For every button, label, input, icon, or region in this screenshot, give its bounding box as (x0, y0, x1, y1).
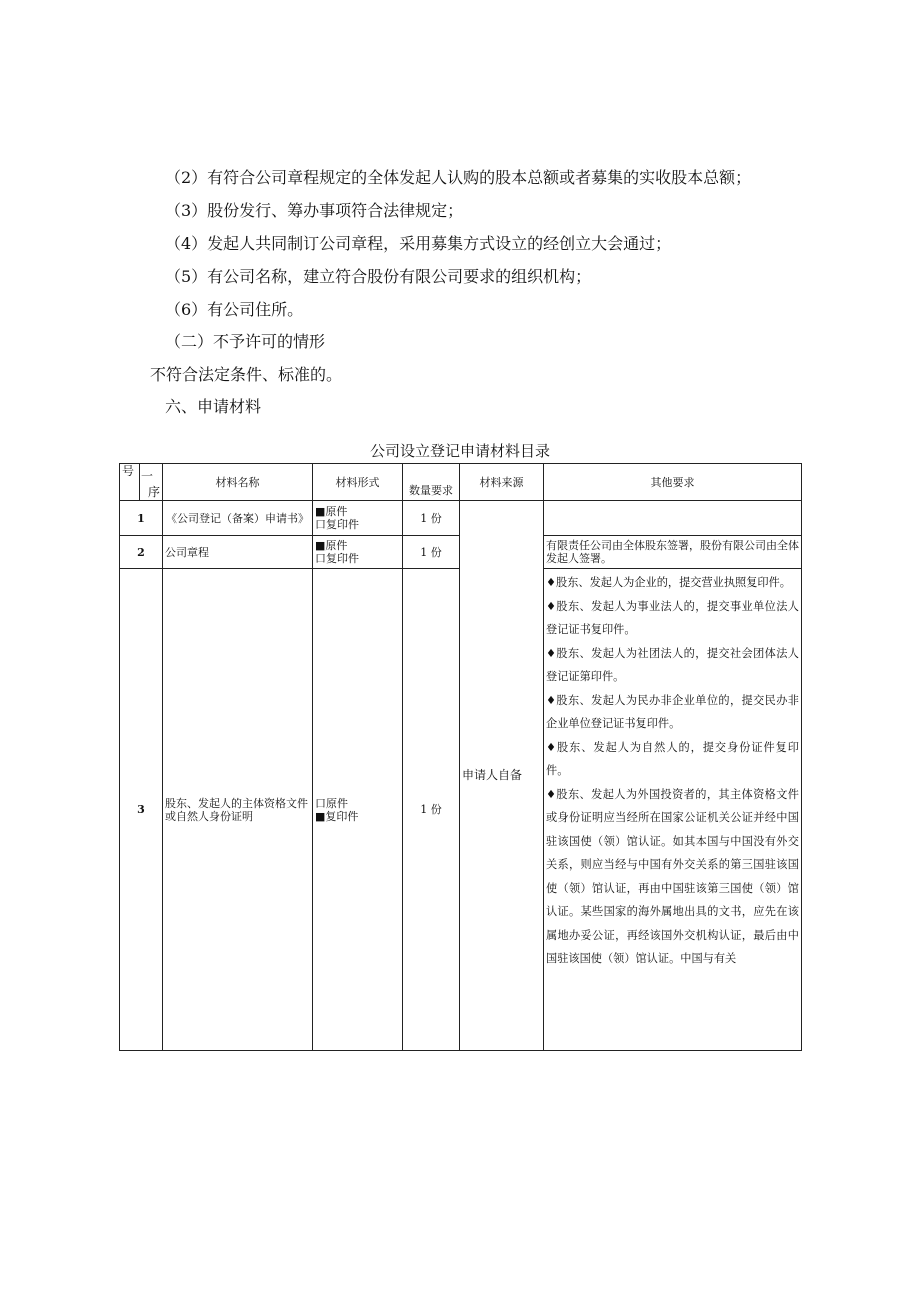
form-original: ■原件 (315, 539, 348, 552)
other-requirements (544, 501, 802, 536)
header-other-requirements: 其他要求 (544, 464, 802, 501)
material-source: 申请人自备 (460, 501, 544, 1051)
other-requirements: 有限责任公司由全体股东签署，股份有限公司由全体发起人签署。 (544, 536, 802, 569)
paragraph-condition-6: （6）有公司住所。 (165, 300, 304, 319)
requirement-enterprise: ♦股东、发起人为企业的，提交营业执照复印件。 (546, 576, 791, 589)
paragraph-condition-2: （2）有符合公司章程规定的全体发起人认购的股本总额或者募集的实收股本总额； (165, 168, 752, 187)
requirement-foreign-investor: ♦股东、发起人为外国投资者的，其主体资格文件或身份证明应当经所在国家公证机关公证并经中国驻该国使（领）馆认证。如其本国与中国没有外交关系，则应当经与中国有外交关系的第三国驻该国使（领）馆认证，再由中国驻该第三国使（领）馆认证。某些国家的海外属地出具的文书，应先在该属地办妥公证，再经该国外交机构认证，最后由中国驻该国使（领）馆认证。中国与有关 (546, 787, 799, 965)
materials-table (119, 463, 802, 1051)
form-copy: ■复印件 (315, 809, 359, 823)
material-name: 《公司登记（备案）申请书》 (163, 501, 313, 536)
header-material-form: 材料形式 (313, 464, 403, 501)
requirement-social-organization: ♦股东、发起人为社团法人的，提交社会团体法人登记证第印件。 (546, 646, 799, 683)
table-caption: 公司设立登记申请材料目录 (369, 442, 550, 460)
row-number: 3 (120, 569, 163, 1051)
header-number (120, 464, 163, 501)
table-header-row (120, 464, 802, 501)
section-heading-not-permitted: （二）不予许可的情形 (165, 332, 326, 351)
requirement-private-non-enterprise: ♦股东、发起人为民办非企业单位的，提交民办非企业单位登记证书复印件。 (546, 693, 799, 730)
paragraph-condition-5: （5）有公司名称，建立符合股份有限公司要求的组织机构； (165, 267, 592, 286)
quantity: 1 份 (403, 536, 460, 569)
quantity: 1 份 (403, 501, 460, 536)
row-number: 2 (120, 536, 163, 569)
form-original: ■原件 (315, 505, 348, 518)
row-number: 1 (120, 501, 163, 536)
material-name: 股东、发起人的主体资格文件或自然人身份证明 (163, 569, 313, 1051)
requirement-public-institution: ♦股东、发起人为事业法人的，提交事业单位法人登记证书复印件。 (546, 599, 799, 636)
form-copy: 口复印件 (315, 518, 359, 531)
material-form (313, 569, 403, 1051)
section-heading-materials: 六、申请材料 (165, 397, 262, 416)
paragraph-not-permitted: 不符合法定条件、标准的。 (150, 365, 343, 384)
form-original: 口原件 (315, 796, 348, 810)
table-row (120, 501, 802, 536)
requirement-natural-person: ♦股东、发起人为自然人的，提交身份证件复印件。 (546, 740, 799, 777)
quantity: 1 份 (403, 569, 460, 1051)
header-number-dash: 一 (141, 469, 154, 483)
material-form (313, 536, 403, 569)
header-number-top: 号 (122, 464, 135, 478)
header-number-bottom: 序 (147, 485, 160, 499)
header-quantity: 数量要求 (403, 464, 460, 501)
material-form (313, 501, 403, 536)
material-name: 公司章程 (163, 536, 313, 569)
form-copy: 口复印件 (315, 552, 359, 565)
header-divider (139, 464, 140, 500)
paragraph-condition-4: （4）发起人共同制订公司章程，采用募集方式设立的经创立大会通过； (165, 234, 672, 253)
header-material-name: 材料名称 (163, 464, 313, 501)
header-source: 材料来源 (460, 464, 544, 501)
other-requirements (544, 569, 802, 1051)
paragraph-condition-3: （3）股份发行、筹办事项符合法律规定； (165, 201, 464, 220)
